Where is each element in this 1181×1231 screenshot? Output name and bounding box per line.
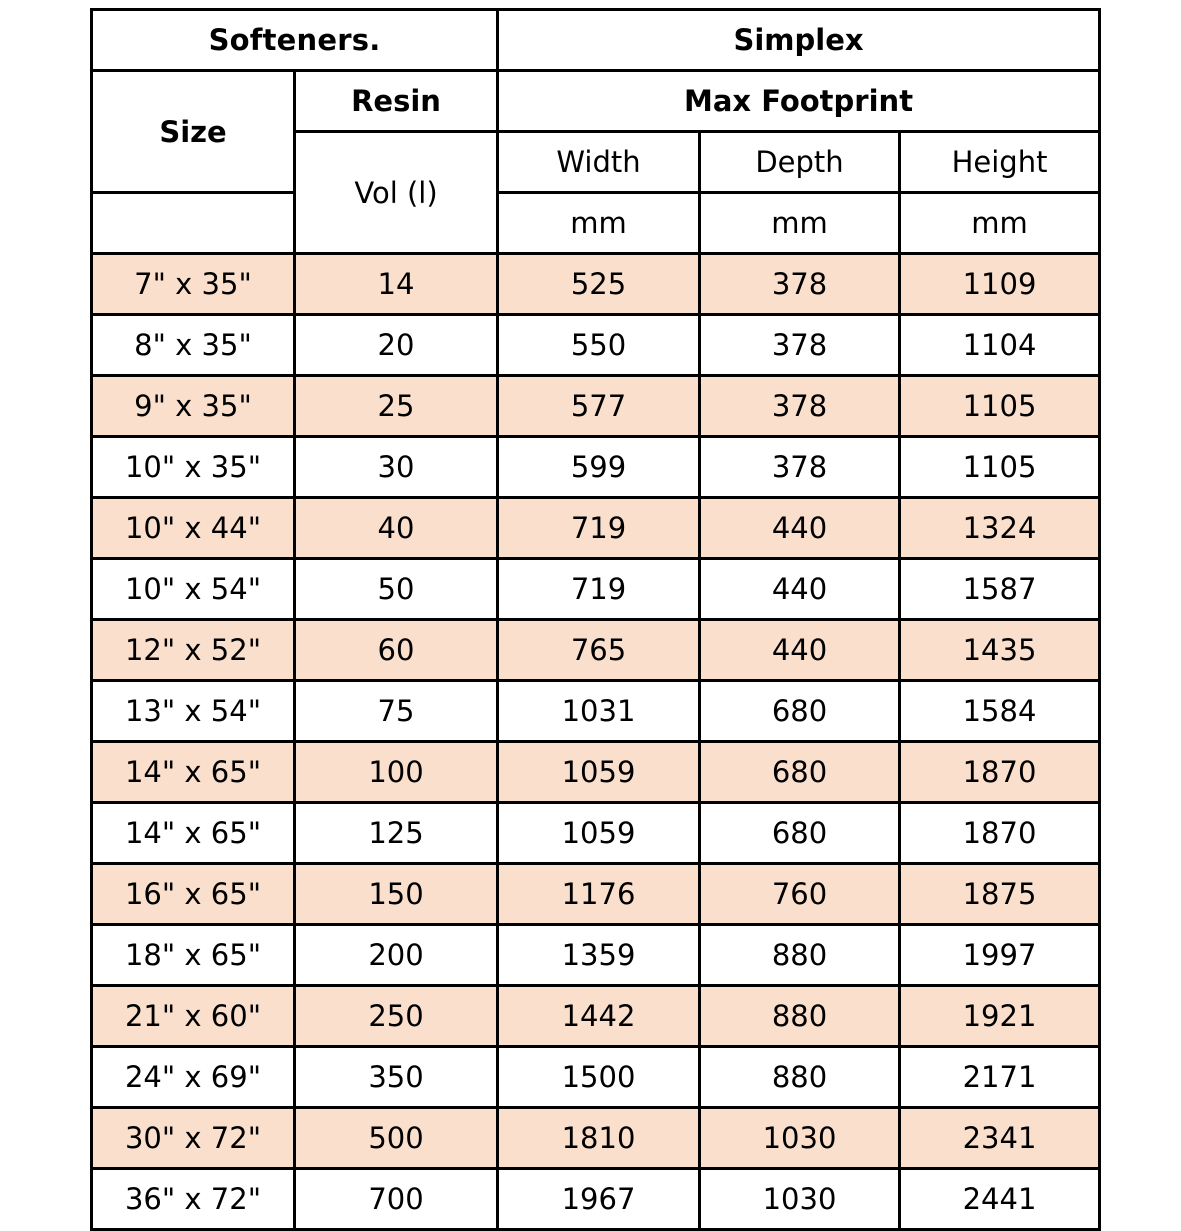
table-row [92,986,1100,1047]
table-row [92,681,1100,742]
table-row [92,803,1100,864]
cell-height-mm: 1584 [900,681,1100,742]
unit-width-mm: mm [498,193,700,254]
column-header-depth: Depth [700,132,900,193]
cell-height-mm: 1435 [900,620,1100,681]
system-label: Simplex [498,10,1100,71]
cell-size: 9" x 35" [92,376,295,437]
cell-resin-volume: 150 [295,864,498,925]
cell-height-mm: 1104 [900,315,1100,376]
cell-resin-volume: 100 [295,742,498,803]
cell-height-mm: 1870 [900,742,1100,803]
cell-height-mm: 2341 [900,1108,1100,1169]
cell-resin-volume: 50 [295,559,498,620]
table-row [92,620,1100,681]
cell-width-mm: 1967 [498,1169,700,1230]
cell-depth-mm: 440 [700,559,900,620]
column-header-resin-unit: Vol (l) [295,132,498,254]
cell-size: 14" x 65" [92,742,295,803]
cell-width-mm: 719 [498,498,700,559]
cell-depth-mm: 680 [700,681,900,742]
cell-height-mm: 1921 [900,986,1100,1047]
table-row [92,315,1100,376]
cell-resin-volume: 500 [295,1108,498,1169]
table-row [92,1047,1100,1108]
cell-size: 21" x 60" [92,986,295,1047]
table-row [92,1108,1100,1169]
cell-depth-mm: 880 [700,986,900,1047]
cell-depth-mm: 1030 [700,1108,900,1169]
cell-height-mm: 1997 [900,925,1100,986]
cell-height-mm: 1875 [900,864,1100,925]
unit-depth-mm: mm [700,193,900,254]
cell-height-mm: 1587 [900,559,1100,620]
column-group-header-max-footprint: Max Footprint [498,71,1100,132]
cell-depth-mm: 1030 [700,1169,900,1230]
softeners-specification-table [90,8,1101,1231]
header-row-units [92,193,1100,254]
cell-width-mm: 599 [498,437,700,498]
cell-resin-volume: 20 [295,315,498,376]
cell-size: 10" x 54" [92,559,295,620]
document-page [0,8,1181,1216]
cell-width-mm: 1059 [498,742,700,803]
cell-size: 13" x 54" [92,681,295,742]
cell-width-mm: 1359 [498,925,700,986]
cell-size: 7" x 35" [92,254,295,315]
cell-depth-mm: 378 [700,376,900,437]
unit-height-mm: mm [900,193,1100,254]
cell-depth-mm: 378 [700,315,900,376]
cell-width-mm: 1176 [498,864,700,925]
column-header-width: Width [498,132,700,193]
cell-height-mm: 1324 [900,498,1100,559]
cell-width-mm: 1031 [498,681,700,742]
table-row [92,1169,1100,1230]
cell-depth-mm: 378 [700,254,900,315]
cell-height-mm: 1105 [900,437,1100,498]
cell-size: 24" x 69" [92,1047,295,1108]
column-header-resin: Resin [295,71,498,132]
column-header-height: Height [900,132,1100,193]
cell-size: 18" x 65" [92,925,295,986]
cell-depth-mm: 680 [700,803,900,864]
cell-resin-volume: 250 [295,986,498,1047]
table-row [92,498,1100,559]
table-body [92,10,1100,1230]
table-row [92,376,1100,437]
cell-height-mm: 1109 [900,254,1100,315]
document-title: Softeners. [92,10,498,71]
cell-size: 14" x 65" [92,803,295,864]
cell-width-mm: 719 [498,559,700,620]
cell-resin-volume: 200 [295,925,498,986]
cell-size: 10" x 44" [92,498,295,559]
cell-depth-mm: 378 [700,437,900,498]
cell-size: 30" x 72" [92,1108,295,1169]
cell-width-mm: 1059 [498,803,700,864]
table-row [92,437,1100,498]
cell-resin-volume: 30 [295,437,498,498]
cell-depth-mm: 760 [700,864,900,925]
cell-size: 16" x 65" [92,864,295,925]
table-row [92,925,1100,986]
cell-width-mm: 577 [498,376,700,437]
cell-depth-mm: 880 [700,925,900,986]
table-row [92,559,1100,620]
cell-resin-volume: 350 [295,1047,498,1108]
cell-width-mm: 1810 [498,1108,700,1169]
table-row [92,254,1100,315]
cell-resin-volume: 125 [295,803,498,864]
cell-depth-mm: 440 [700,620,900,681]
cell-resin-volume: 60 [295,620,498,681]
cell-resin-volume: 25 [295,376,498,437]
cell-height-mm: 1870 [900,803,1100,864]
cell-size: 12" x 52" [92,620,295,681]
cell-depth-mm: 440 [700,498,900,559]
cell-height-mm: 2171 [900,1047,1100,1108]
cell-width-mm: 550 [498,315,700,376]
cell-width-mm: 1500 [498,1047,700,1108]
header-spacer-cell [92,193,295,254]
table-row [92,742,1100,803]
cell-height-mm: 1105 [900,376,1100,437]
cell-width-mm: 765 [498,620,700,681]
cell-size: 10" x 35" [92,437,295,498]
cell-resin-volume: 700 [295,1169,498,1230]
cell-size: 36" x 72" [92,1169,295,1230]
table-row [92,864,1100,925]
cell-width-mm: 525 [498,254,700,315]
cell-height-mm: 2441 [900,1169,1100,1230]
cell-width-mm: 1442 [498,986,700,1047]
cell-resin-volume: 14 [295,254,498,315]
cell-depth-mm: 880 [700,1047,900,1108]
table-title-row [92,10,1100,71]
column-header-size: Size [92,71,295,193]
cell-resin-volume: 40 [295,498,498,559]
cell-resin-volume: 75 [295,681,498,742]
cell-depth-mm: 680 [700,742,900,803]
cell-size: 8" x 35" [92,315,295,376]
header-row-primary [92,71,1100,132]
